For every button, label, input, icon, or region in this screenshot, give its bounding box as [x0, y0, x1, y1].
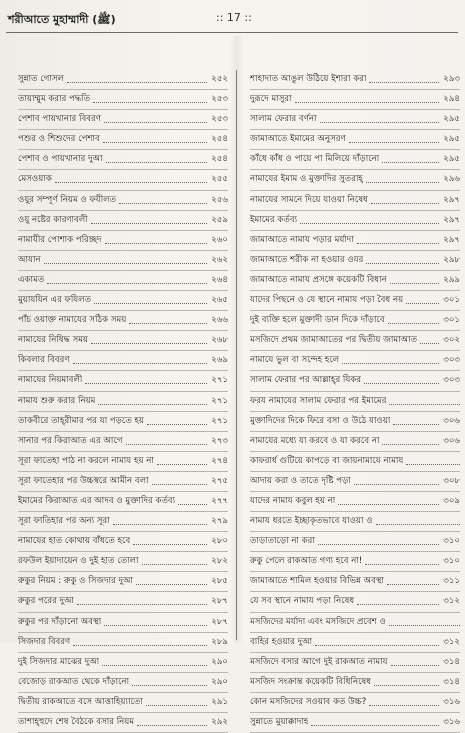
toc-entry-page: ৩১০	[443, 536, 460, 547]
toc-entry-page: ২৬২	[211, 254, 228, 265]
toc-entry-title: সূরা ফাতেহা পাঠ না করলে নামায হয় না	[18, 455, 154, 466]
toc-entry-title: নামাযে ভুল বা সন্দেহ হলে	[250, 355, 340, 366]
toc-entry-title: রুকুর পরের দুআ	[18, 596, 75, 607]
toc-entry	[18, 673, 228, 693]
dot-leader	[126, 444, 207, 445]
toc-entry	[250, 653, 460, 673]
toc-entry	[250, 331, 460, 351]
toc-entry	[18, 512, 228, 532]
toc-entry	[250, 251, 460, 271]
toc-entry-title: বেজোড় রাকআত থেকে দাঁড়ানো	[18, 676, 130, 687]
toc-entry	[250, 572, 460, 592]
toc-entry-page: ৩০২	[443, 335, 460, 346]
toc-entry-title: জামাআতে শরীক না হওয়ার ওযর	[250, 254, 364, 265]
toc-entry	[18, 552, 228, 572]
toc-entry-page: ২৬৯	[211, 355, 228, 366]
toc-entry-page: ২৯৩	[443, 74, 460, 84]
toc-entry-page: ৩১২	[443, 636, 460, 647]
dot-leader	[147, 424, 207, 425]
dot-leader	[67, 82, 207, 83]
toc-entry-page: ৩১০	[443, 556, 460, 567]
toc-entry-title: একামত	[18, 274, 45, 285]
toc-entry-title: পেশাব পায়খানার বিবরণ	[18, 114, 101, 125]
toc-entry-title: আদায় করা ও তাতে দৃষ্টি পড়া	[250, 475, 351, 486]
toc-entry	[18, 90, 228, 110]
toc-entry-page: ৩১৪	[443, 656, 460, 667]
dot-leader	[338, 504, 439, 505]
dot-leader	[136, 584, 207, 585]
toc-entry-title: তাকবীরে তাহ্‌রীমার পর যা পড়তে হয়	[18, 415, 145, 426]
page-number: :: 17 ::	[216, 11, 252, 24]
toc-entry-page: ২৯৬	[443, 174, 460, 185]
toc-entry	[18, 291, 228, 311]
toc-entry-page: ২৬৫	[211, 295, 228, 306]
toc-entry	[250, 693, 460, 713]
toc-entry-title: পেশাব ও পায়খানার দুআ	[18, 154, 103, 165]
toc-entry-page: ২৮৭	[211, 596, 228, 607]
toc-entry-title: রুকু পেলে রাকআত গণ্য হবে না!	[250, 556, 363, 567]
toc-entry-title: তাশাহ্‌হুদে শেষ বৈঠকে বসার নিয়ম	[18, 717, 135, 727]
dot-leader	[315, 645, 439, 646]
dot-leader	[374, 685, 439, 686]
dot-leader	[365, 564, 439, 565]
running-title: শরীআতে মুহাম্মাদী (ﷺ)	[8, 13, 116, 26]
toc-entry-page: ২৮০	[211, 536, 228, 547]
toc-entry-title: রফউল ইয়াদায়েন ও দুই হাত তোলা	[18, 556, 139, 567]
toc-entry	[18, 331, 228, 351]
toc-entry-title: নামাযের মধ্যে যা করবে ও যা করবে না	[250, 435, 380, 446]
toc-entry	[18, 432, 228, 452]
page-fold	[230, 36, 244, 643]
dot-leader	[73, 645, 207, 646]
toc-entry-title: ফরয নামাযের সালাম ফেরার পর ইমামের	[250, 395, 387, 406]
toc-entry-page: ২৭৫	[211, 475, 228, 486]
dot-leader	[406, 303, 439, 304]
toc-entry	[250, 673, 460, 693]
toc-entry-title: মেসওয়াক	[18, 174, 52, 185]
toc-entry	[250, 432, 460, 452]
toc-entry-title: কাঁধে কাঁধ ও পায়ে পা মিলিয়ে দাঁড়ানো	[250, 154, 380, 165]
toc-entry	[18, 532, 228, 552]
toc-entry-page: ২৫৪	[211, 134, 228, 145]
dot-leader	[142, 564, 207, 565]
toc-entry-page: ২৯৯	[443, 274, 460, 285]
toc-entry-title: জামাআতে নামায প্রসঙ্গে কয়েকটি বিধান	[250, 274, 387, 285]
toc-entry	[18, 371, 228, 391]
dot-leader	[77, 604, 207, 605]
dot-leader	[129, 323, 207, 324]
dot-leader	[390, 283, 439, 284]
dot-leader	[300, 223, 439, 224]
dot-leader	[349, 142, 439, 143]
toc-entry-title: ওযুর সম্পূর্ণ নিয়ম ও ফযীলত	[18, 194, 117, 205]
toc-entry-title: নামাযের নিষিদ্ধ সময়	[18, 335, 89, 346]
toc-entry-page: ২৯৭	[443, 194, 460, 205]
toc-entry	[18, 472, 228, 492]
toc-entry-title: দুই সিজদার মাঝের দুআ	[18, 656, 100, 667]
dot-leader	[318, 544, 439, 545]
toc-entry-title: মুয়াযযিন এর ফযিলত	[18, 295, 92, 306]
dot-leader	[178, 504, 207, 505]
toc-entry	[18, 713, 228, 733]
toc-entry	[250, 552, 460, 572]
dot-leader	[113, 524, 207, 525]
toc-entry	[250, 472, 460, 492]
dot-leader	[104, 122, 207, 123]
toc-entry	[250, 271, 460, 291]
dot-leader	[73, 363, 207, 364]
toc-entry-title: কাফরার্ধ গুটিয়ে কাপড়ে বা জায়নামাযে নামায	[250, 455, 404, 466]
toc-entry-title: জামাআতে ইমামের অনুসরণ	[250, 134, 346, 145]
toc-entry-title: পশুর ও শিশুদের পেশাব	[18, 134, 100, 145]
toc-entry-page: ৩১২	[443, 596, 460, 607]
toc-entry-page: ২৬৬	[211, 315, 228, 326]
toc-entry	[18, 70, 228, 90]
toc-entry	[18, 452, 228, 472]
toc-entry	[250, 532, 460, 552]
toc-entry-title: সালাম ফেরার পর আল্লাহ্‌র যিকর	[250, 375, 362, 386]
dot-leader	[369, 705, 439, 706]
dot-leader	[376, 524, 460, 525]
toc-entry-title: তায়াম্মুম করার পদ্ধতি	[18, 94, 91, 105]
toc-entry-title: যে সব স্থানে নামায পড়া নিষেধ	[250, 596, 355, 607]
toc-entry-title: জামাআতে শামিল হওয়ার বিভিন্ন অবস্থা	[250, 576, 385, 587]
dot-leader	[91, 223, 207, 224]
toc-entry-title: যাদের নামায কবুল হয় না	[250, 495, 336, 506]
toc-entry-page: ২৭৪	[211, 455, 228, 466]
toc-entry	[250, 130, 460, 150]
dot-leader	[391, 665, 439, 666]
toc-entry-title: মসজিদে প্রথম জামাআতের পর দ্বিতীয় জামাআত	[250, 335, 418, 346]
toc-entry-page: ৩১৪	[443, 676, 460, 687]
toc-entry	[250, 452, 460, 472]
toc-entry-title: নামাযের হাত কোথায় বাঁধতে হবে	[18, 536, 131, 547]
toc-entry-page: ২৯২	[211, 717, 228, 727]
toc-entry-page: ২৯৮	[443, 254, 460, 265]
toc-entry-page: ২৯৪	[443, 94, 460, 105]
dot-leader	[406, 464, 460, 465]
toc-entry	[18, 592, 228, 612]
toc-entry	[250, 512, 460, 532]
toc-entry-title: ইমামের কিরাআত এর আদব ও মুক্তাদির কর্তব্য	[18, 495, 176, 506]
toc-entry-page: ২৯৭	[443, 234, 460, 245]
toc-entry-title: কিবলার বিবরণ	[18, 355, 70, 366]
toc-entry	[18, 693, 228, 713]
toc-entry	[18, 412, 228, 432]
dot-leader	[342, 363, 439, 364]
toc-entry-page: ৩০৮	[443, 475, 460, 486]
toc-entry-title: মসজিদের মর্যাদা এবং মসজিদে প্রবেশ ও	[250, 616, 386, 627]
toc-entry-title: রুকুর পর দাঁড়ানো অবস্থা	[18, 616, 102, 627]
dot-leader	[295, 102, 439, 103]
toc-entry	[18, 251, 228, 271]
dot-leader	[320, 122, 439, 123]
toc-entry	[250, 713, 460, 733]
dot-leader	[152, 484, 207, 485]
toc-entry-page: ২৭১	[211, 375, 228, 386]
toc-entry-page: ২৯৫	[443, 114, 460, 125]
dot-leader	[366, 263, 439, 264]
toc-entry	[250, 492, 460, 512]
toc-entry-page: ২৮৭	[211, 616, 228, 627]
toc-column-left	[18, 70, 228, 733]
dot-leader	[420, 343, 439, 344]
toc-entry	[250, 231, 460, 251]
dot-leader	[44, 263, 207, 264]
dot-leader	[357, 243, 439, 244]
toc-entry-title: সুন্নাতে মুয়াক্কাদাহ	[250, 717, 309, 727]
dot-leader	[382, 162, 439, 163]
toc-entry-title: দুরূদে মাসুরা	[250, 94, 292, 105]
toc-entry	[250, 150, 460, 170]
toc-entry-page: ২৫৩	[211, 114, 228, 125]
toc-entry	[250, 191, 460, 211]
toc-entry-page: ২৯১	[211, 696, 228, 707]
dot-leader	[389, 625, 460, 626]
toc-entry-page: ২৯৭	[443, 214, 460, 225]
toc-entry	[18, 572, 228, 592]
toc-entry-page: ৩০৯	[443, 495, 460, 506]
toc-entry	[250, 90, 460, 110]
toc-entry-title: মসজিদ সংক্রান্ত কয়েকটি বিধিনিষেধ	[250, 676, 372, 687]
toc-entry-page: ৩০১	[443, 315, 460, 326]
dot-leader	[354, 484, 439, 485]
toc-entry	[18, 191, 228, 211]
toc-entry-title: রুকুর নিয়ম : রুকু ও সিজদার দুআ	[18, 576, 134, 587]
toc-entry-page: ২৫৩	[211, 94, 228, 105]
toc-entry-page: ২৫৯	[211, 214, 228, 225]
toc-entry	[18, 392, 228, 412]
dot-leader	[369, 82, 439, 83]
dot-leader	[93, 102, 207, 103]
toc-entry-title: শাহাদাত আঙুল উঠিয়ে ইশারা করা	[250, 74, 367, 84]
toc-entry-title: মসজিদে বসার আগে দুই রাকআত নামায	[250, 656, 388, 667]
toc-entry	[250, 613, 460, 633]
toc-entry-title: মুক্তাদিদের দিকে ফিরে বসা ও উঠে যাওয়া	[250, 415, 391, 426]
dot-leader	[94, 303, 207, 304]
toc-entry-title: সানার পর কিরাআত এর আগে	[18, 435, 123, 446]
toc-entry-page: ৩০৬	[443, 415, 460, 426]
toc-entry-page: ২৫৪	[211, 154, 228, 165]
toc-entry-page: ৩০৩	[443, 375, 460, 386]
toc-entry	[18, 170, 228, 190]
dot-leader	[98, 404, 207, 405]
toc-entry-title: যাদের পিছনে ও যে স্থানে নামায পড়া বৈধ নয়	[250, 295, 404, 306]
toc-entry	[18, 211, 228, 231]
dot-leader	[371, 203, 439, 204]
toc-entry-title: সিজদার বিবরণ	[18, 636, 71, 647]
toc-entry-title: ইমামের কর্তব্য	[250, 214, 298, 225]
toc-column-right	[250, 70, 460, 733]
toc-entry-title: সালাম ফেরার বর্ণনা	[250, 114, 317, 125]
toc-entry-page: ২৭১	[211, 415, 228, 426]
dot-leader	[85, 383, 207, 384]
toc-entry-page: ৩০১	[443, 295, 460, 306]
page-header	[6, 8, 458, 33]
toc-entry-page: ৩০৩	[443, 355, 460, 366]
toc-entry-page: ৩১৬	[443, 696, 460, 707]
toc-entry	[18, 110, 228, 130]
toc-entry-title: তাড়াতাড়ো না করা	[250, 536, 315, 547]
dot-leader	[387, 584, 439, 585]
toc-entry-page: ২৮৯	[211, 636, 228, 647]
toc-entry	[18, 130, 228, 150]
toc-entry-page: ২৬৮	[211, 335, 228, 346]
toc-entry	[18, 311, 228, 331]
dot-leader	[105, 243, 207, 244]
dot-leader	[364, 383, 439, 384]
toc-entry-page: ২৯০	[211, 676, 228, 687]
toc-entry-page: ৩০৬	[443, 435, 460, 446]
toc-entry	[250, 170, 460, 190]
dot-leader	[366, 182, 439, 183]
toc-entry-title: পাঁচ ওয়াক্ত নামাযের সঠিক সময়	[18, 315, 127, 326]
toc-entry-page: ২৯৫	[443, 154, 460, 165]
toc-entry-page: ২৯০	[211, 656, 228, 667]
toc-entry	[18, 653, 228, 673]
toc-entry-title: জামাআতে নামায পড়ার মর্যাদা	[250, 234, 354, 245]
toc-entry-title: নামাযের নিয়মাবলী	[18, 375, 83, 386]
dot-leader	[106, 162, 207, 163]
dot-leader	[91, 343, 207, 344]
toc-entry-page: ৩১৬	[443, 717, 460, 727]
toc-entry-page: ২৭৩	[211, 435, 228, 446]
toc-entry	[18, 351, 228, 371]
dot-leader	[388, 323, 439, 324]
toc-entry	[18, 150, 228, 170]
dot-leader	[146, 705, 207, 706]
dot-leader	[103, 142, 207, 143]
toc-entry-page: ২৭৭	[211, 495, 228, 506]
toc-entry-title: নামাযের সামনে দিয়ে যাওয়া নিষেধ	[250, 194, 368, 205]
toc-entry	[250, 291, 460, 311]
toc-entry-title: ওযু নষ্টের কারণাবলী	[18, 214, 88, 225]
dot-leader	[311, 725, 439, 726]
toc-entry	[250, 351, 460, 371]
toc-entry-page: ২৬০	[211, 234, 228, 245]
toc-entry	[18, 492, 228, 512]
toc-entry	[250, 412, 460, 432]
toc-entry-page: ২৮২	[211, 556, 228, 567]
dot-leader	[132, 685, 207, 686]
toc-entry-title: সূরা ফাতিহার পর অন্য সূরা	[18, 516, 110, 527]
toc-entry	[18, 613, 228, 633]
dot-leader	[47, 283, 207, 284]
toc-entry-page: ২৮৫	[211, 576, 228, 587]
dot-leader	[102, 665, 207, 666]
toc-entry	[250, 392, 460, 412]
toc-entry	[250, 371, 460, 391]
dot-leader	[393, 424, 439, 425]
toc-entry-title: সুন্নাত গোসল	[18, 74, 64, 84]
toc-entry-title: আযান	[18, 254, 41, 265]
toc-entry-page: ২৫২	[211, 74, 228, 84]
dot-leader	[137, 725, 207, 726]
toc-entry	[250, 211, 460, 231]
toc-entry	[250, 311, 460, 331]
toc-entry-page: ২৭৯	[211, 516, 228, 527]
toc-entry-page: ২৭১	[211, 395, 228, 406]
dot-leader	[104, 625, 207, 626]
toc-entry-title: নামায শুরু করার নিয়ম	[18, 395, 96, 406]
dot-leader	[157, 464, 207, 465]
toc-entry-page: ৩১১	[443, 576, 460, 587]
toc-entry-title: বাহির হওয়ার দুআ	[250, 636, 313, 647]
dot-leader	[133, 544, 207, 545]
toc-entry-title: দ্বিতীয় রাকআতে বসে আত্তাহিয়্যাতো	[18, 696, 143, 707]
dot-leader	[389, 404, 460, 405]
toc-entry	[18, 271, 228, 291]
toc-entry-title: নামাযের ইমাম ও মুক্তাদির সুতরাহ্‌	[250, 174, 363, 185]
toc-entry-page: ২৫৬	[211, 194, 228, 205]
dot-leader	[382, 444, 439, 445]
dot-leader	[119, 203, 207, 204]
toc-entry-title: নামায ধরতে ইচ্ছাকৃতভাবে যাওয়া ও	[250, 516, 373, 527]
toc-entry-title: কোন মসজিদের সওয়াব কত উচ্চ?	[250, 696, 367, 707]
toc-entry-title: সূরা ফাতেহার পর উচ্চস্বরে আমীন বলা	[18, 475, 149, 486]
dot-leader	[55, 182, 207, 183]
toc-entry-title: নামাযীর পোশাক পরিচ্ছদ	[18, 234, 102, 245]
toc-entry-page: ২৫৫	[211, 174, 228, 185]
toc-entry	[250, 110, 460, 130]
toc-entry	[250, 70, 460, 90]
toc-entry-page: ২৯৫	[443, 134, 460, 145]
toc-entry	[250, 592, 460, 612]
toc-entry	[18, 231, 228, 251]
toc-entry-title: দুই ব্যক্তি হলে মুক্তাদী ডান দিকে দাঁড়াবে	[250, 315, 385, 326]
dot-leader	[357, 604, 439, 605]
toc-entry-page: ২৬৪	[211, 274, 228, 285]
